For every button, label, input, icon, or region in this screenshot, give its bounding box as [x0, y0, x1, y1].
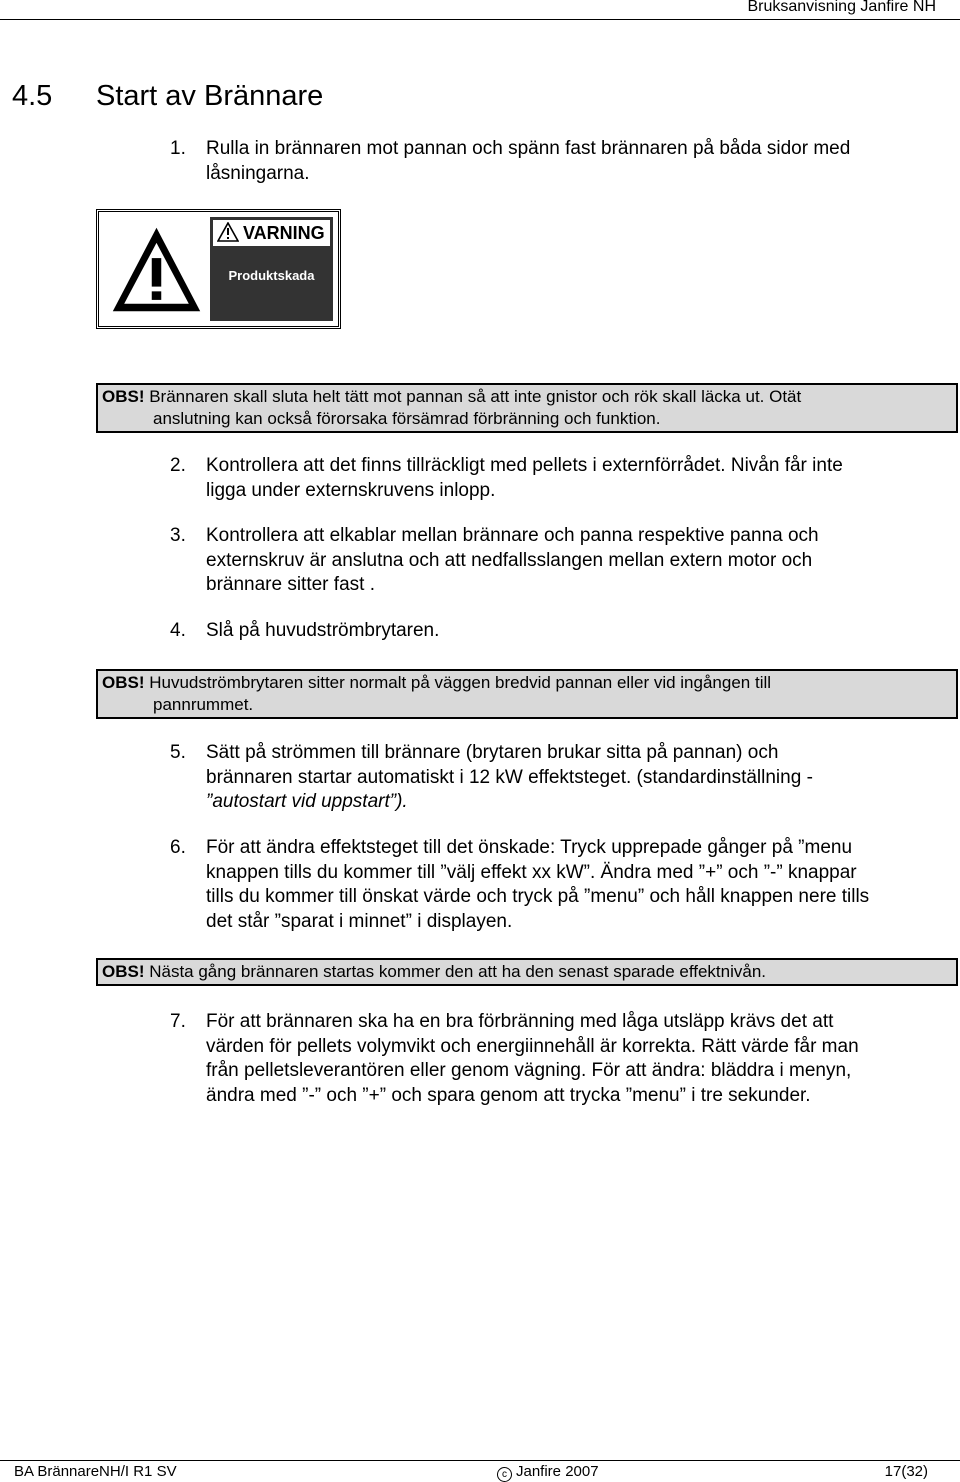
list-item	[170, 137, 950, 186]
list-item	[170, 1010, 950, 1108]
footer-page-number: 17(32)	[884, 1463, 928, 1480]
note-text: Brännaren skall sluta helt tätt mot pannan så att inte gnistor och rök skall läcka ut. Otät	[144, 387, 802, 406]
step-line: Rulla in brännaren mot pannan och spänn fast brännaren på båda sidor med	[206, 138, 851, 159]
step-number: 4.	[170, 620, 186, 641]
small-warning-icon	[217, 222, 239, 242]
step-line: ligga under externskruvens inlopp.	[206, 479, 496, 501]
step-line: ändra med ”-” och ”+” och spara genom att trycka ”menu” i tre sekunder.	[206, 1084, 811, 1106]
note-label: OBS!	[102, 387, 145, 406]
list-item	[170, 836, 950, 934]
header-title: Bruksanvisning Janfire NH	[747, 0, 936, 15]
step-line: det står ”sparat i minnet” i displayen.	[206, 910, 513, 932]
note-box	[96, 958, 958, 986]
step-number: 2.	[170, 455, 186, 476]
warning-panel	[210, 217, 333, 321]
footer-copyright-text: Janfire 2007	[516, 1463, 599, 1480]
warning-sign	[96, 209, 341, 329]
list-item	[170, 524, 950, 598]
step-number: 7.	[170, 1011, 186, 1032]
step-number: 1.	[170, 138, 186, 159]
note-box	[96, 383, 958, 433]
step-line: Sätt på strömmen till brännare (brytaren brukar sitta på pannan) och	[206, 742, 779, 763]
warning-subtitle: Produktskada	[228, 268, 315, 283]
note-text: pannrummet.	[153, 695, 254, 714]
note-box	[96, 669, 958, 719]
footer-copyright	[497, 1463, 599, 1482]
step-line: För att brännaren ska ha en bra förbränning med låga utsläpp krävs det att	[206, 1011, 834, 1032]
step-line: knappen tills du kommer till ”välj effekt xx kW”. Ändra med ”+” och ”-” knappar	[206, 861, 857, 883]
step-line: brännare sitter fast .	[206, 574, 375, 595]
step-number: 3.	[170, 525, 186, 546]
section-heading	[12, 80, 323, 113]
step-line: Kontrollera att elkablar mellan brännare och panna respektive panna och	[206, 525, 819, 546]
step-line: För att ändra effektsteget till det önskade: Tryck upprepade gånger på ”menu	[206, 837, 853, 858]
footer-document-id: BA BrännareNH/I R1 SV	[14, 1463, 177, 1480]
step-line: brännaren startar automatiskt i 12 kW effektsteget. (standardinställning -	[206, 766, 813, 788]
step-line: värden för pellets volymvikt och energiinnehåll är korrekta. Rätt värde får man	[206, 1035, 859, 1057]
step-number: 6.	[170, 837, 186, 858]
page-header	[0, 0, 960, 20]
step-line: från pelletsleverantören eller genom vägning. För att ändra: bläddra i menyn,	[206, 1060, 852, 1081]
warning-title: VARNING	[243, 223, 325, 243]
note-text: Huvudströmbrytaren sitter normalt på väggen bredvid pannan eller vid ingången till	[144, 673, 772, 692]
list-item	[170, 619, 950, 644]
note-label: OBS!	[102, 962, 145, 981]
step-line: låsningarna.	[206, 162, 310, 184]
step-line: externskruv är anslutna och att nedfallsslangen mellan extern motor och	[206, 549, 813, 571]
list-item	[170, 454, 950, 503]
warning-banner	[213, 220, 330, 246]
step-line: ”autostart vid uppstart”).	[206, 791, 408, 812]
warning-triangle-icon	[109, 222, 204, 317]
note-label: OBS!	[102, 673, 145, 692]
section-title: Start av Brännare	[96, 80, 324, 112]
step-number: 5.	[170, 742, 186, 763]
list-item	[170, 741, 950, 815]
step-line: tills du kommer till önskat värde och tryck på ”menu” och håll knappen nere tills	[206, 886, 870, 907]
step-line: Kontrollera att det finns tillräckligt med pellets i externförrådet. Nivån får inte	[206, 455, 843, 476]
copyright-icon: c	[497, 1467, 512, 1482]
page-footer	[0, 1460, 960, 1480]
note-text: Nästa gång brännaren startas kommer den att ha den senast sparade effektnivån.	[144, 962, 767, 981]
step-line: Slå på huvudströmbrytaren.	[206, 620, 440, 641]
note-text: anslutning kan också förorsaka försämrad förbränning och funktion.	[153, 409, 661, 428]
section-number: 4.5	[12, 80, 53, 112]
